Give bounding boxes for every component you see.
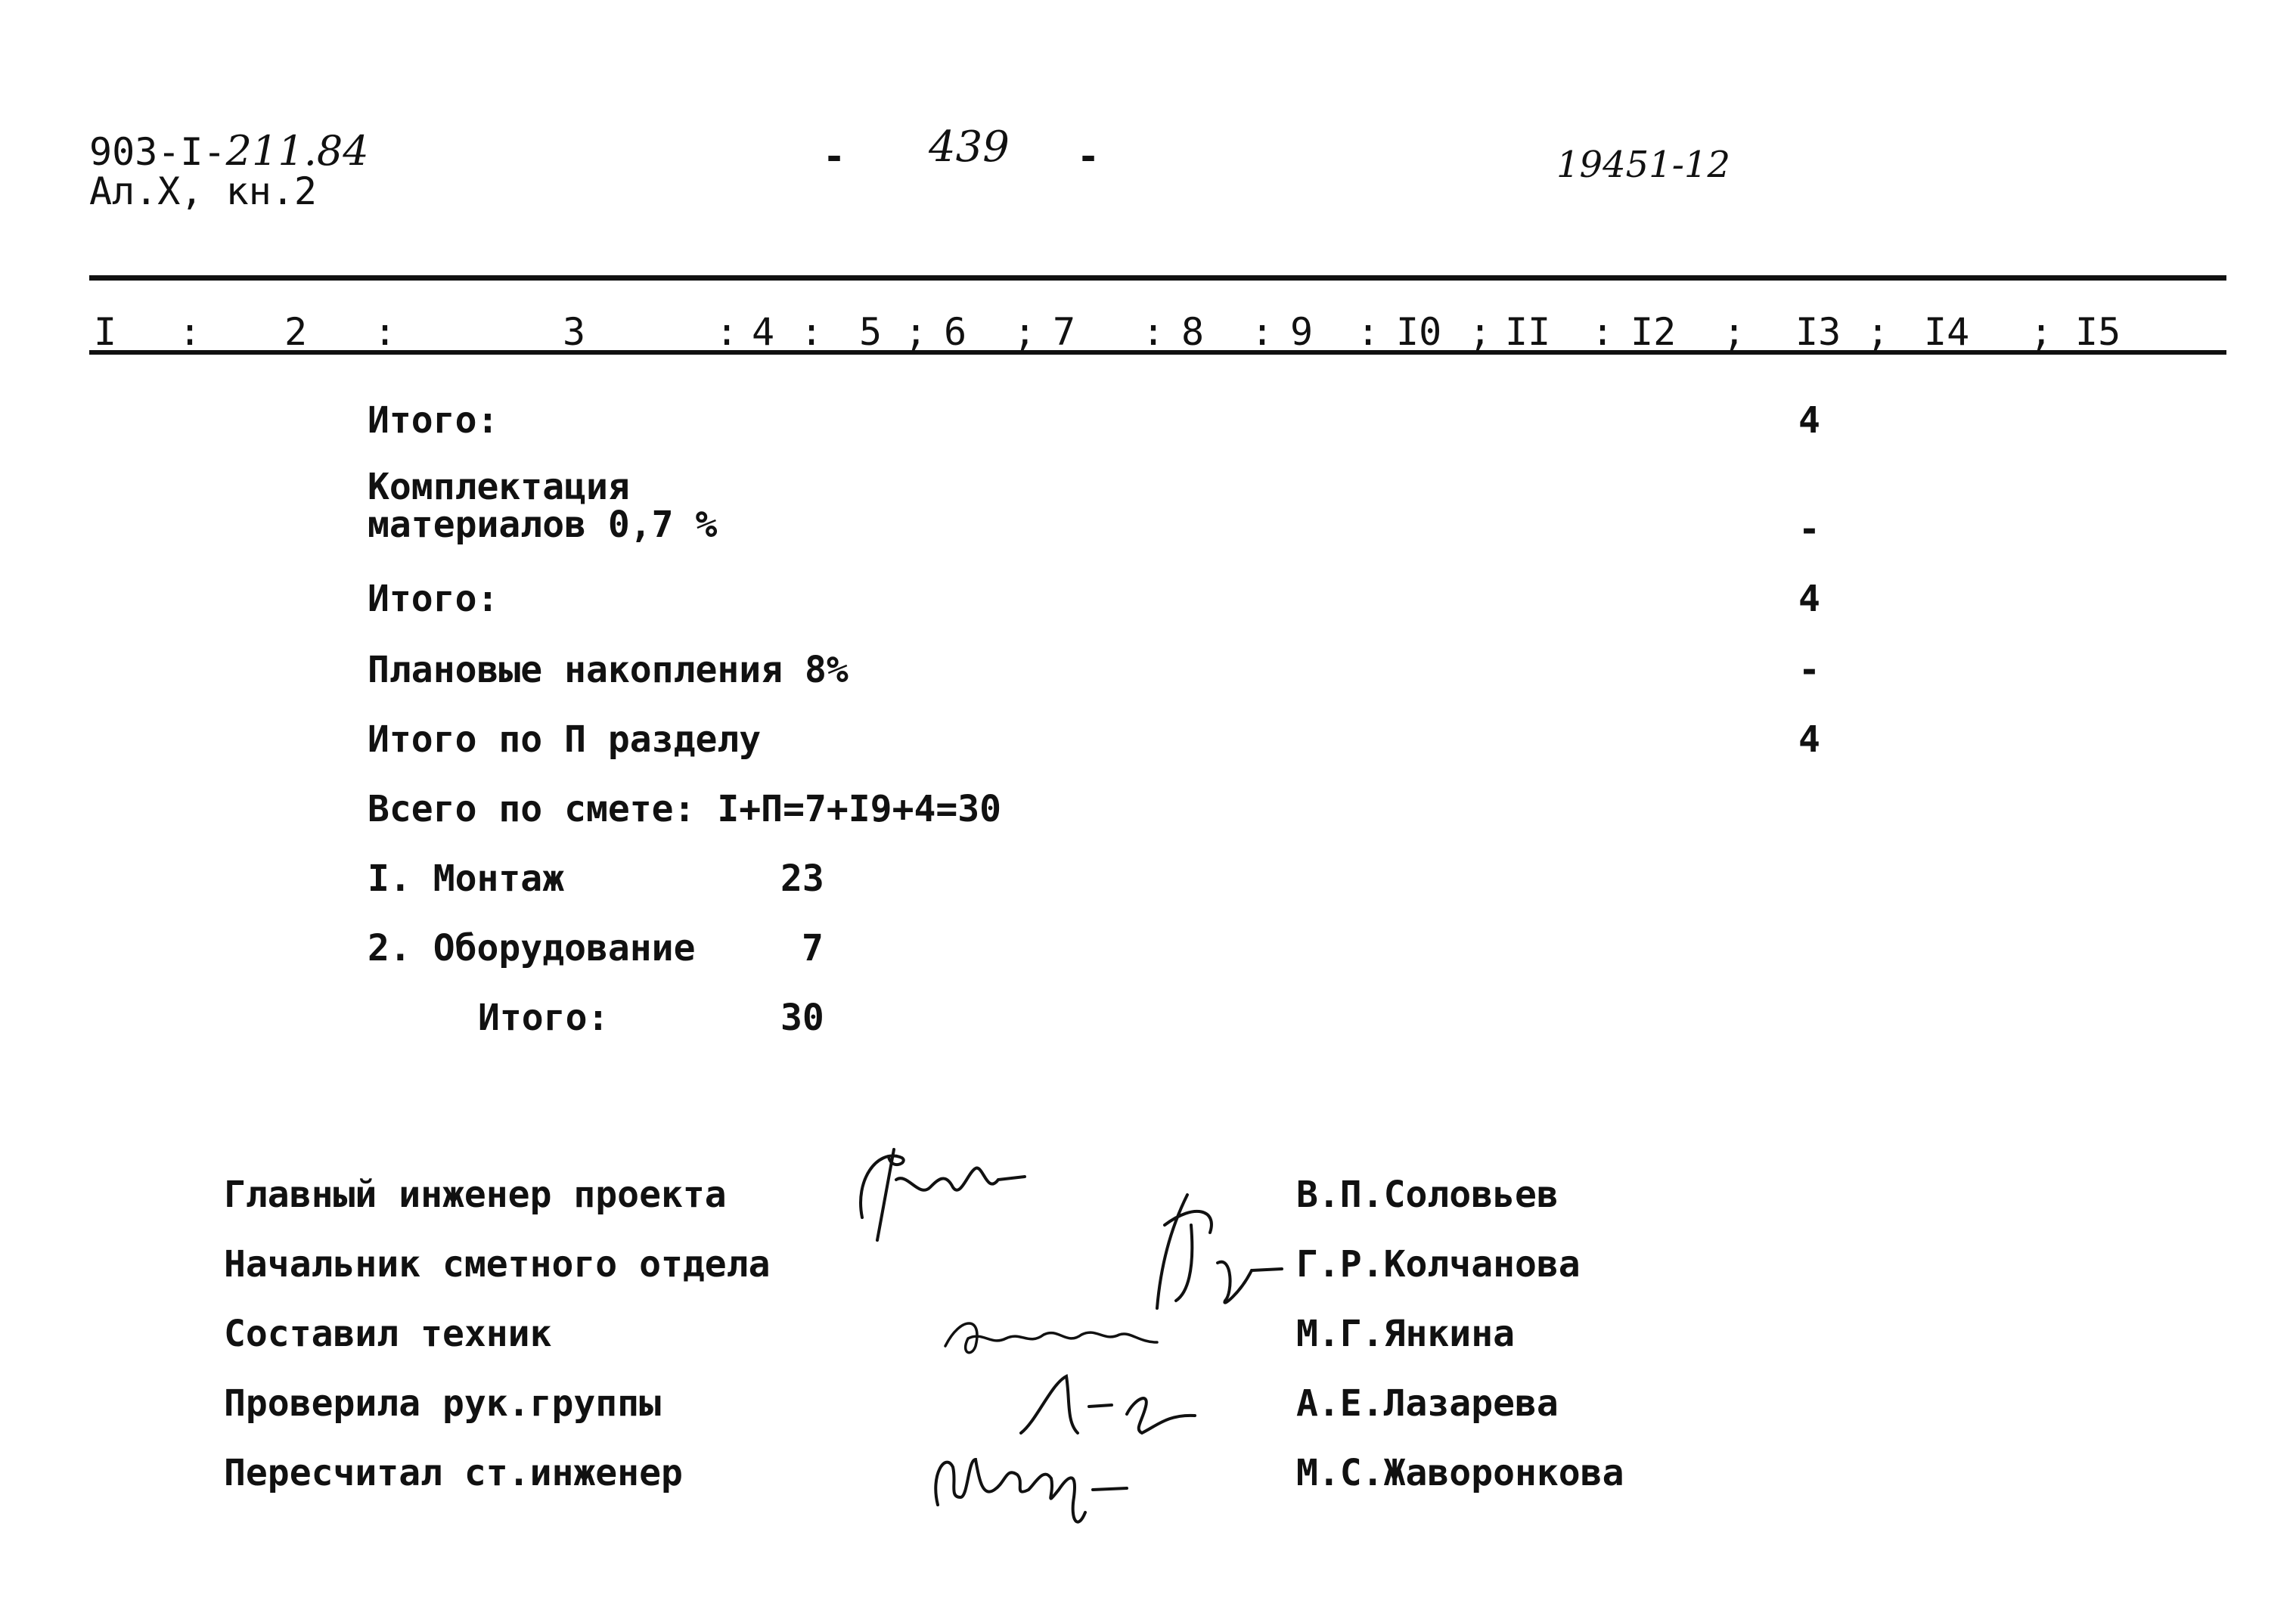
col-sep: : [1357,310,1380,354]
signature-scrawl-1 [847,1127,1044,1248]
summary-label: Итого: [368,399,499,442]
signature-name: Г.Р.Колчанова [1296,1243,1581,1286]
signature-role: Пересчитал ст.инженер [224,1452,683,1494]
col-15: I5 [2075,310,2121,354]
signature-name: А.Е.Лазарева [1296,1382,1559,1425]
signature-scrawl-5 [923,1437,1150,1535]
breakdown-label: Итого: [478,997,610,1039]
col-2: 2 [284,310,308,354]
col-sep: ; [904,310,928,354]
col-1: I [94,310,117,354]
col-sep: : [800,310,824,354]
col-14: I4 [1924,310,1970,354]
signature-role: Проверила рук.группы [224,1382,661,1425]
signature-name: М.С.Жаворонкова [1296,1452,1624,1494]
col-sep: ; [1866,310,1890,354]
summary-value: 4 [1798,399,1820,442]
document-code [89,127,369,175]
signature-name: М.Г.Янкина [1296,1313,1515,1355]
col-4: 4 [752,310,775,354]
col-sep: : [178,310,202,354]
breakdown-label: 2. Оборудование [368,927,696,969]
summary-value: - [1798,508,1820,551]
signature-scrawl-4 [1006,1361,1202,1444]
col-10: I0 [1396,310,1442,354]
signature-name: В.П.Соловьев [1296,1174,1559,1216]
col-sep: : [1591,310,1615,354]
breakdown-value: 7 [802,927,824,969]
summary-value: 4 [1798,718,1820,761]
col-sep: : [374,310,397,354]
col-9: 9 [1290,310,1314,354]
breakdown-value: 23 [780,858,824,900]
summary-value: - [1798,649,1820,691]
album-reference: Ал.X, кн.2 [89,169,318,213]
col-sep: : [715,310,739,354]
col-6: 6 [944,310,967,354]
summary-value: 4 [1798,578,1820,620]
col-3: 3 [563,310,586,354]
summary-label: Плановые накопления 8% [368,649,849,691]
col-12: I2 [1630,310,1677,354]
breakdown-label: I. Монтаж [368,858,565,900]
col-sep: ; [1723,310,1746,354]
col-8: 8 [1181,310,1205,354]
signature-role: Начальник сметного отдела [224,1243,771,1286]
col-sep: ; [1013,310,1037,354]
col-5: 5 [859,310,883,354]
summary-label-line1: Комплектация [368,466,630,508]
breakdown-value: 30 [780,997,824,1039]
col-13: I3 [1795,310,1841,354]
summary-label: Итого: [368,578,499,620]
col-sep: ; [1469,310,1492,354]
page-number: 439 [929,123,1010,172]
page-dash-left: - [823,135,846,178]
signature-role: Главный инженер проекта [224,1174,727,1216]
summary-label-line2: материалов 0,7 % [368,504,718,546]
col-sep: : [1142,310,1165,354]
col-7: 7 [1053,310,1076,354]
col-sep: : [1251,310,1274,354]
top-rule [89,275,2226,281]
signature-scrawl-3 [938,1301,1165,1369]
signature-role: Составил техник [224,1313,552,1355]
page-dash-right: - [1077,135,1100,178]
stamp-number: 19451-12 [1556,144,1730,186]
document-code-prefix: 903-I- [89,130,226,174]
document-code-handwritten: 211.84 [225,127,369,175]
col-sep: ; [2030,310,2053,354]
col-11: II [1505,310,1551,354]
total-line: Всего по смете: I+П=7+I9+4=30 [368,788,1002,830]
summary-label: Итого по П разделу [368,718,762,761]
